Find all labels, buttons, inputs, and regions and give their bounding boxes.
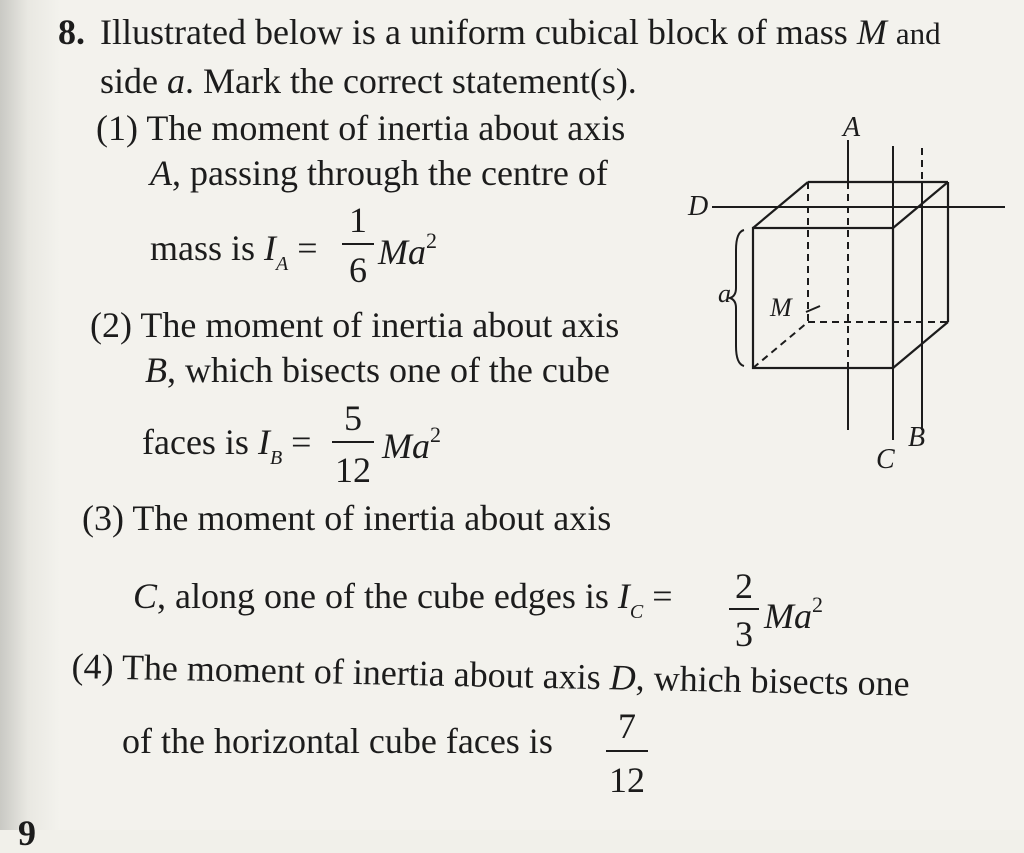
cube-solid-edges xyxy=(753,182,948,368)
option-1-denominator: 6 xyxy=(349,250,367,290)
option-1-line-3: mass is $I_A$ = xyxy=(150,228,318,275)
cube-hidden-edge xyxy=(753,322,808,368)
cube-edge xyxy=(753,182,808,228)
axis-d-label: D xyxy=(688,191,709,222)
option-2-line-2: B, which bisects one of the cube xyxy=(145,350,610,390)
option-4-denominator: 12 xyxy=(609,760,645,800)
option-2-line-1: (2) The moment of inertia about axis xyxy=(90,305,620,345)
axis-b-label: B xyxy=(908,422,926,453)
option-2-numerator: 5 xyxy=(344,398,362,438)
option-3-numerator: 2 xyxy=(735,566,753,606)
option-2-line-3: faces is $I_B$ = xyxy=(142,422,312,469)
option-3-tail: Ma$^2$ xyxy=(764,592,823,636)
option-3-line-1: (3) The moment of inertia about axis xyxy=(82,498,612,538)
figure-labels xyxy=(687,112,925,475)
option-1-numerator: 1 xyxy=(349,200,367,240)
side-label: a xyxy=(718,279,731,308)
question-line-1: Illustrated below is a uniform cubical block of mass M and xyxy=(100,12,941,52)
option-3-denominator: 3 xyxy=(735,614,753,654)
axis-c-label: C xyxy=(876,444,895,475)
option-3-line-2: C, along one of the cube edges is $I_C$ = xyxy=(133,576,673,623)
option-1-tail: Ma$^2$ xyxy=(378,228,437,272)
side-brace xyxy=(730,230,744,366)
question-number: 8. xyxy=(58,12,85,52)
next-question-number: 9 xyxy=(18,813,36,853)
cube-edge xyxy=(893,182,948,228)
option-1-line-2: A, passing through the centre of xyxy=(150,153,608,193)
option-1-line-1: (1) The moment of inertia about axis xyxy=(96,108,626,148)
mass-label: M xyxy=(770,293,792,322)
option-2-denominator: 12 xyxy=(335,450,371,490)
axis-a-label: A xyxy=(843,112,861,143)
option-4-line-1: (4) The moment of inertia about axis D, which bisects one xyxy=(71,646,911,704)
option-4-line-2: of the horizontal cube faces is xyxy=(122,721,553,761)
option-2-tail: Ma$^2$ xyxy=(382,422,441,466)
option-4-numerator: 7 xyxy=(618,706,636,746)
question-line-2: side a. Mark the correct statement(s). xyxy=(100,61,637,101)
cube-edge xyxy=(893,322,948,368)
